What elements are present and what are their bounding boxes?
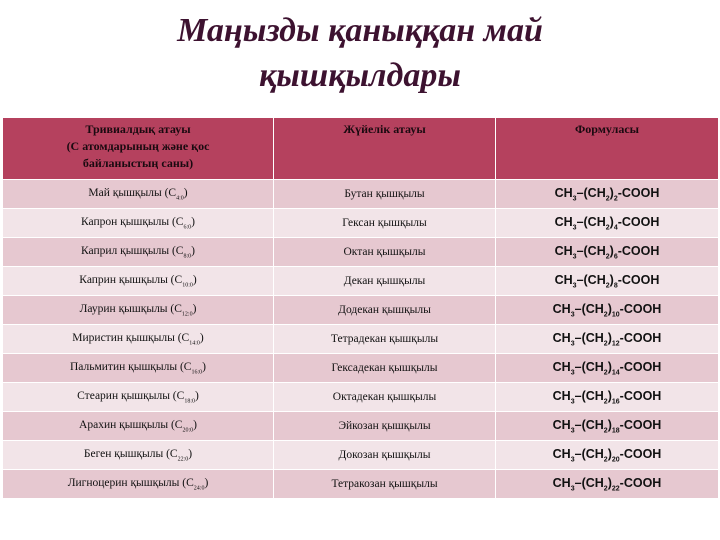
- formula-ch2: –(CH: [576, 243, 606, 258]
- header-trivial-line3: байланыстың саны): [82, 156, 194, 170]
- formula-cooh: -COOH: [619, 359, 662, 374]
- formula-cell: [496, 180, 719, 209]
- carbon-count-subscript: 10:0: [182, 282, 193, 289]
- formula-cooh: -COOH: [619, 388, 662, 403]
- formula-close: ): [607, 359, 612, 374]
- systematic-name-cell: Декан қышқылы: [274, 267, 496, 296]
- formula-cooh: -COOH: [619, 330, 662, 345]
- carbon-count-subscript: 18:0: [184, 398, 195, 405]
- formula-close: ): [609, 272, 614, 287]
- formula-cell: [496, 325, 719, 354]
- trivial-name: Каприн қышқылы (С: [79, 273, 183, 286]
- formula-h2: 2: [603, 340, 608, 348]
- trivial-name-close: ): [192, 302, 197, 315]
- table-row: [3, 412, 719, 441]
- formula-repeat-count: 12: [611, 340, 620, 348]
- trivial-name-close: ): [194, 389, 199, 402]
- formula-cell: [496, 238, 719, 267]
- systematic-name-cell: Октан қышқылы: [274, 238, 496, 267]
- carbon-count-subscript: 24:0: [193, 485, 205, 492]
- formula-h2: 2: [603, 427, 608, 435]
- formula-close: ): [609, 214, 614, 229]
- formula-cell: [496, 412, 719, 441]
- header-trivial-line2: (С атомдарының және қос: [66, 139, 210, 153]
- header-trivial-name: [3, 118, 274, 180]
- trivial-name-cell: [3, 441, 274, 470]
- trivial-name: Май қышқылы (С: [88, 186, 177, 199]
- formula-h2: 2: [603, 311, 608, 319]
- formula-ch2: –(CH: [576, 272, 606, 287]
- formula-h2: 2: [603, 485, 608, 493]
- trivial-name-close: ): [183, 186, 188, 199]
- header-systematic-name: Жүйелік атауы: [274, 118, 496, 180]
- formula-h2: 2: [605, 253, 610, 261]
- formula-ch: CH: [552, 301, 571, 316]
- carbon-count-subscript: 20:0: [182, 427, 194, 434]
- formula-close: ): [609, 185, 614, 200]
- header-formula: Формуласы: [496, 118, 719, 180]
- formula-ch: CH: [554, 185, 573, 200]
- table-row: [3, 354, 719, 383]
- formula-cell: [496, 209, 719, 238]
- slide-title: [0, 8, 720, 98]
- table-header-row: [3, 118, 719, 180]
- formula-ch2: –(CH: [574, 446, 604, 461]
- formula-cell: [496, 354, 719, 383]
- formula-h3: 3: [570, 311, 575, 319]
- formula-cell: [496, 296, 719, 325]
- formula-h3: 3: [570, 485, 575, 493]
- systematic-name-cell: Октадекан қышқылы: [274, 383, 496, 412]
- title-line-2: қышқылдары: [259, 57, 461, 94]
- formula-repeat-count: 2: [613, 195, 618, 203]
- trivial-name: Арахин қышқылы (С: [79, 418, 183, 431]
- carbon-count-subscript: 12:0: [181, 311, 193, 318]
- formula-ch: CH: [552, 417, 571, 432]
- trivial-name-cell: [3, 238, 274, 267]
- trivial-name-close: ): [191, 244, 195, 257]
- trivial-name: Капрон қышқылы (С: [81, 215, 184, 228]
- formula-h2: 2: [603, 398, 608, 406]
- formula-ch: CH: [552, 475, 571, 490]
- formula-cell: [496, 470, 719, 499]
- trivial-name: Лигноцерин қышқылы (С: [67, 476, 194, 489]
- table-body: [3, 180, 719, 499]
- carbon-count-subscript: 14:0: [189, 340, 200, 347]
- formula-repeat-count: 4: [613, 224, 618, 232]
- table-row: [3, 441, 719, 470]
- formula-h2: 2: [603, 369, 608, 377]
- trivial-name-close: ): [202, 360, 206, 373]
- trivial-name-cell: [3, 383, 274, 412]
- formula-ch2: –(CH: [574, 330, 604, 345]
- trivial-name-close: ): [191, 215, 195, 228]
- trivial-name-cell: [3, 412, 274, 441]
- carbon-count-subscript: 22:0: [177, 456, 189, 463]
- systematic-name-cell: Докозан қышқылы: [274, 441, 496, 470]
- formula-ch2: –(CH: [574, 301, 604, 316]
- trivial-name-cell: [3, 209, 274, 238]
- formula-ch: CH: [554, 214, 573, 229]
- table-row: [3, 296, 719, 325]
- formula-close: ): [609, 243, 614, 258]
- formula-cooh: -COOH: [619, 446, 662, 461]
- formula-ch: CH: [552, 388, 571, 403]
- formula-h3: 3: [570, 398, 575, 406]
- trivial-name-cell: [3, 267, 274, 296]
- formula-repeat-count: 22: [611, 485, 620, 493]
- formula-h3: 3: [572, 282, 577, 290]
- table-row: [3, 180, 719, 209]
- carbon-count-subscript: 16:0: [191, 369, 203, 376]
- formula-cell: [496, 267, 719, 296]
- formula-ch: CH: [554, 272, 573, 287]
- formula-repeat-count: 16: [611, 398, 620, 406]
- formula-cooh: -COOH: [617, 272, 660, 287]
- trivial-name: Лаурин қышқылы (С: [79, 302, 182, 315]
- formula-ch2: –(CH: [574, 475, 604, 490]
- formula-h3: 3: [570, 456, 575, 464]
- trivial-name-close: ): [204, 476, 209, 489]
- formula-h2: 2: [605, 282, 610, 290]
- trivial-name-cell: [3, 354, 274, 383]
- formula-ch2: –(CH: [574, 417, 604, 432]
- formula-ch: CH: [554, 243, 573, 258]
- header-trivial-line1: Тривиалдық атауы: [85, 122, 191, 136]
- formula-close: ): [607, 301, 612, 316]
- systematic-name-cell: Тетрадекан қышқылы: [274, 325, 496, 354]
- formula-ch2: –(CH: [574, 388, 604, 403]
- formula-h2: 2: [605, 195, 610, 203]
- table-row: [3, 209, 719, 238]
- formula-ch: CH: [552, 359, 571, 374]
- formula-cooh: -COOH: [619, 301, 662, 316]
- formula-cooh: -COOH: [617, 243, 660, 258]
- fatty-acids-table: [2, 117, 719, 499]
- formula-repeat-count: 14: [611, 369, 620, 377]
- formula-h3: 3: [572, 253, 577, 261]
- formula-close: ): [607, 446, 612, 461]
- table-row: [3, 267, 719, 296]
- formula-ch2: –(CH: [576, 214, 606, 229]
- formula-h3: 3: [570, 369, 575, 377]
- table-row: [3, 470, 719, 499]
- formula-close: ): [607, 330, 612, 345]
- formula-close: ): [607, 475, 612, 490]
- formula-ch: CH: [552, 446, 571, 461]
- formula-repeat-count: 20: [611, 456, 620, 464]
- table-row: [3, 325, 719, 354]
- trivial-name: Беген қышқылы (С: [83, 447, 178, 460]
- formula-ch: CH: [552, 330, 571, 345]
- trivial-name: Пальмитин қышқылы (С: [70, 360, 192, 373]
- trivial-name: Каприл қышқылы (С: [81, 244, 184, 257]
- systematic-name-cell: Гексадекан қышқылы: [274, 354, 496, 383]
- formula-h3: 3: [572, 195, 577, 203]
- formula-ch2: –(CH: [576, 185, 606, 200]
- formula-cooh: -COOH: [617, 214, 660, 229]
- formula-close: ): [607, 417, 612, 432]
- systematic-name-cell: Додекан қышқылы: [274, 296, 496, 325]
- formula-h3: 3: [570, 340, 575, 348]
- trivial-name: Стеарин қышқылы (С: [77, 389, 185, 402]
- trivial-name-close: ): [199, 331, 204, 344]
- formula-cooh: -COOH: [619, 417, 662, 432]
- carbon-count-subscript: 6:0: [183, 224, 192, 231]
- trivial-name-close: ): [188, 447, 193, 460]
- carbon-count-subscript: 8:0: [183, 253, 192, 260]
- table-row: [3, 238, 719, 267]
- formula-repeat-count: 18: [611, 427, 620, 435]
- systematic-name-cell: Эйкозан қышқылы: [274, 412, 496, 441]
- systematic-name-cell: Бутан қышқылы: [274, 180, 496, 209]
- formula-repeat-count: 8: [613, 282, 618, 290]
- formula-repeat-count: 6: [613, 253, 618, 261]
- table-row: [3, 383, 719, 412]
- formula-cell: [496, 441, 719, 470]
- formula-h2: 2: [605, 224, 610, 232]
- trivial-name-close: ): [193, 418, 197, 431]
- title-line-1: Маңызды қаныққан май: [177, 12, 543, 49]
- formula-ch2: –(CH: [574, 359, 604, 374]
- trivial-name-cell: [3, 296, 274, 325]
- carbon-count-subscript: 4:0: [176, 195, 184, 202]
- trivial-name: Миристин қышқылы (С: [72, 331, 190, 344]
- trivial-name-cell: [3, 470, 274, 499]
- formula-h3: 3: [572, 224, 577, 232]
- trivial-name-cell: [3, 180, 274, 209]
- trivial-name-close: ): [192, 273, 197, 286]
- systematic-name-cell: Гексан қышқылы: [274, 209, 496, 238]
- formula-repeat-count: 10: [611, 311, 620, 319]
- formula-cell: [496, 383, 719, 412]
- systematic-name-cell: Тетракозан қышқылы: [274, 470, 496, 499]
- formula-h3: 3: [570, 427, 575, 435]
- formula-h2: 2: [603, 456, 608, 464]
- formula-cooh: -COOH: [617, 185, 660, 200]
- formula-cooh: -COOH: [619, 475, 662, 490]
- formula-close: ): [607, 388, 612, 403]
- trivial-name-cell: [3, 325, 274, 354]
